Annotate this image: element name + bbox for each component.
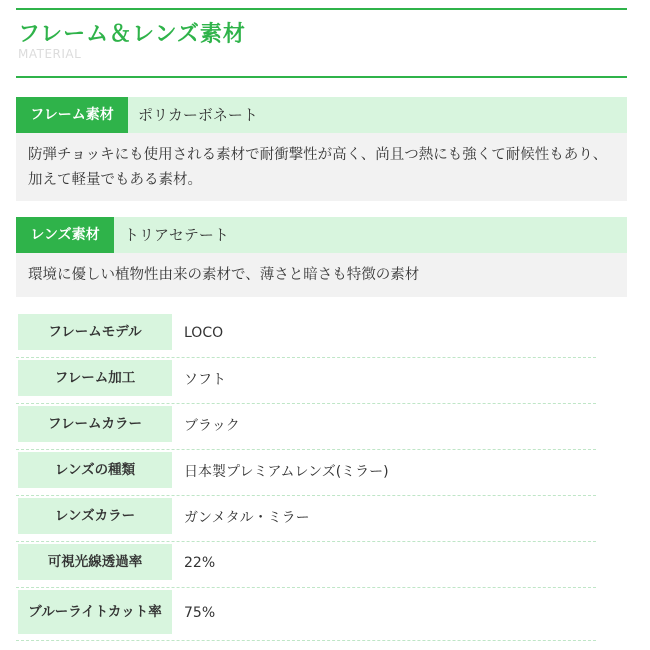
spec-label: レンズカラー bbox=[18, 498, 172, 534]
frame-material-header bbox=[16, 97, 627, 133]
top-divider bbox=[16, 8, 627, 10]
spec-label: 可視光線透過率 bbox=[18, 544, 172, 580]
spec-value: LOCO bbox=[184, 325, 224, 341]
spec-value: ガンメタル・ミラー bbox=[184, 510, 310, 526]
spec-label: フレームモデル bbox=[18, 314, 172, 350]
frame-material-description: 防弾チョッキにも使用される素材で耐衝撃性が高く、尚且つ熱にも強くて耐候性もあり、加えて軽量でもある素材。 bbox=[16, 133, 627, 201]
spec-label: フレームカラー bbox=[18, 406, 172, 442]
spec-label: レンズの種類 bbox=[18, 452, 172, 488]
lens-material-description: 環境に優しい植物性由来の素材で、薄さと暗さも特徴の素材 bbox=[16, 253, 627, 297]
spec-value: ソフト bbox=[184, 372, 226, 388]
lens-material-value: トリアセテート bbox=[124, 226, 229, 244]
spec-value: 22% bbox=[184, 555, 216, 571]
section-divider bbox=[16, 76, 627, 78]
spec-row-frame-color bbox=[16, 404, 596, 450]
spec-row-lens-color bbox=[16, 496, 596, 542]
spec-value: ブラック bbox=[184, 418, 240, 434]
spec-value: 日本製プレミアムレンズ(ミラー) bbox=[184, 464, 389, 480]
frame-material-tag: フレーム素材 bbox=[16, 97, 128, 133]
spec-row-frame-processing bbox=[16, 358, 596, 404]
spec-row-frame-model bbox=[16, 312, 596, 358]
page-subtitle: MATERIAL bbox=[18, 47, 82, 61]
lens-material-header bbox=[16, 217, 627, 253]
spec-row-lens-type bbox=[16, 450, 596, 496]
page-title: フレーム＆レンズ素材 bbox=[18, 22, 246, 47]
spec-table bbox=[16, 312, 596, 641]
spec-label: フレーム加工 bbox=[18, 360, 172, 396]
spec-value: 75% bbox=[184, 605, 216, 621]
spec-label: ブルーライトカット率 bbox=[18, 590, 172, 634]
lens-material-tag: レンズ素材 bbox=[16, 217, 114, 253]
spec-row-blue-light-cut-rate bbox=[16, 588, 596, 641]
frame-material-value: ポリカーボネート bbox=[138, 106, 258, 124]
spec-row-visible-light-transmittance bbox=[16, 542, 596, 588]
